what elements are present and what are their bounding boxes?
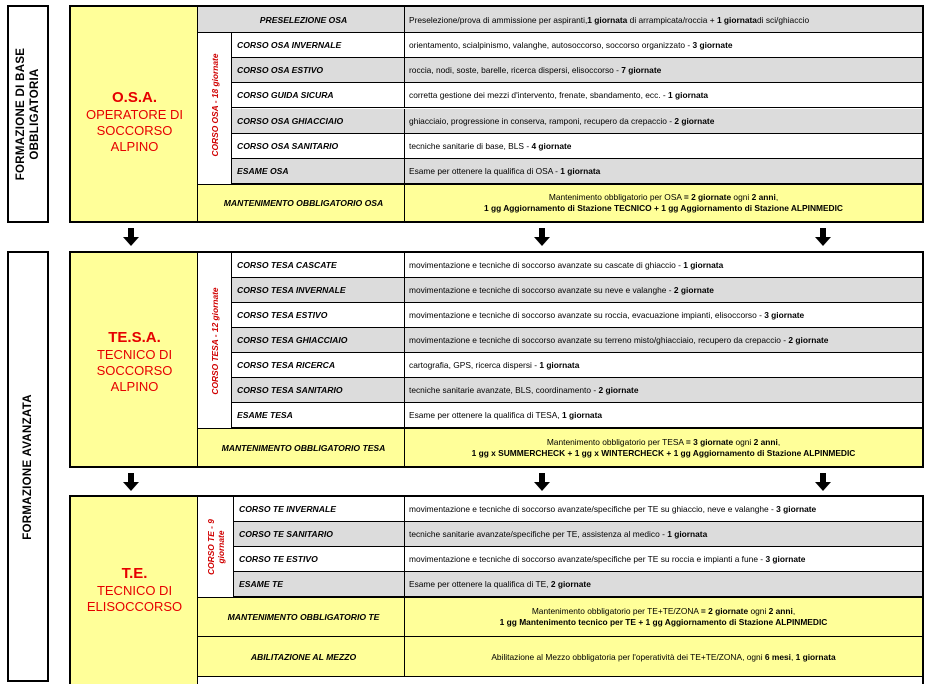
tesa-course-desc <box>405 278 922 302</box>
tesa-maintenance-desc <box>405 429 922 466</box>
desc-bold: 1 giornata <box>683 260 724 270</box>
arrow-down-icon <box>533 228 551 246</box>
desc-bold: 2 giornate <box>673 285 714 295</box>
desc-part: tecniche sanitarie avanzate, BLS, coordinamento - <box>409 385 599 395</box>
osa-section <box>69 5 924 223</box>
desc-bold: 1 giornata <box>795 651 836 662</box>
desc-bold: = 3 giornate <box>685 436 734 447</box>
desc-bold: 6 mesi <box>764 651 791 662</box>
te-abbr: T.E. <box>121 565 148 582</box>
desc-part: orientamento, scialpinismo, valanghe, autosoccorso, soccorso organizzato - <box>409 40 693 51</box>
desc-part: ogni <box>733 436 754 447</box>
tesa-abbr: TE.S.A. <box>108 329 161 346</box>
tesa-course-row <box>232 303 922 328</box>
desc-bold: 1 giornata <box>539 360 580 370</box>
te-enablement-row <box>198 637 922 677</box>
desc-bold: 2 giornate <box>550 579 591 589</box>
desc-part: Mantenimento obbligatorio per OSA <box>548 192 684 202</box>
tesa-full-name: TECNICO DI SOCCORSO ALPINO <box>96 347 173 394</box>
desc-part: , <box>792 606 796 616</box>
tesa-name <box>71 329 198 395</box>
tesa-course-row <box>232 278 922 303</box>
osa-preselection-label: PRESELEZIONE OSA <box>198 7 405 32</box>
tesa-course-desc <box>405 303 922 327</box>
desc-bold: = 2 giornate <box>683 192 732 202</box>
osa-course-row <box>232 159 922 184</box>
osa-course-label: ESAME OSA <box>232 159 405 183</box>
desc-bold: 1 giornata <box>716 14 757 25</box>
tesa-course-label: CORSO TESA RICERCA <box>232 353 405 377</box>
osa-course-desc <box>405 58 922 82</box>
desc-bold: 4 giornate <box>531 140 572 151</box>
desc-bold: 1 gg Mantenimento tecnico per TE + 1 gg Aggiornamento di Stazione ALPINMEDIC <box>499 617 828 627</box>
te-course-label: CORSO TE SANITARIO <box>234 522 405 546</box>
desc-bold: 2 giornate <box>674 115 715 126</box>
te-course-label: CORSO TE ESTIVO <box>234 547 405 571</box>
osa-name <box>71 89 198 155</box>
maintenance-line-1 <box>532 606 795 617</box>
osa-maintenance-label: MANTENIMENTO OBBLIGATORIO OSA <box>198 185 405 221</box>
advanced-training-label: FORMAZIONE AVANZATA <box>22 393 34 540</box>
tesa-course-label: CORSO TESA GHIACCIAIO <box>232 328 405 352</box>
tesa-course-group-label: CORSO TESA - 12 giornate <box>210 287 220 395</box>
desc-bold: 1 gg x SUMMERCHECK + 1 gg x WINTERCHECK + 1 gg Aggiornamento di Stazione ALPINMEDIC <box>471 447 856 458</box>
arrow-down-icon <box>814 228 832 246</box>
osa-course-row <box>232 134 922 159</box>
osa-course-row <box>232 33 922 58</box>
desc-bold: 3 giornate <box>692 40 733 51</box>
desc-bold: 3 giornate <box>765 554 806 564</box>
desc-bold: 1 giornata <box>587 14 628 25</box>
tesa-course-row <box>232 328 922 353</box>
tesa-course-row <box>232 253 922 278</box>
tesa-course-label: CORSO TESA SANITARIO <box>232 378 405 402</box>
te-course-desc <box>405 522 922 546</box>
tesa-course-row <box>232 353 922 378</box>
te-full-name: TECNICO DI ELISOCCORSO <box>86 583 183 614</box>
osa-course-desc <box>405 134 922 158</box>
tesa-maintenance-label: MANTENIMENTO OBBLIGATORIO TESA <box>198 429 405 466</box>
osa-course-label: CORSO OSA INVERNALE <box>232 33 405 57</box>
te-course-desc <box>405 497 922 521</box>
desc-part: ogni <box>748 606 769 616</box>
te-enablement-desc <box>405 637 922 676</box>
osa-full-name: OPERATORE DI SOCCORSO ALPINO <box>85 107 184 154</box>
tesa-course-label: CORSO TESA CASCATE <box>232 253 405 277</box>
tesa-course-label: CORSO TESA ESTIVO <box>232 303 405 327</box>
te-maintenance-desc <box>405 598 922 636</box>
te-section <box>69 495 924 684</box>
te-enablement-label: ABILITAZIONE AL MEZZO <box>198 637 405 676</box>
te-course-row <box>234 572 922 597</box>
desc-part: movimentazione e tecniche di soccorso avanzate/specifiche per TE su roccia e impianti a fune - <box>409 554 766 564</box>
desc-part: cartografia, GPS, ricerca dispersi - <box>409 360 540 370</box>
te-maintenance-row <box>198 597 922 637</box>
base-training-label: FORMAZIONE DI BASE OBBLIGATORIA <box>15 47 41 181</box>
desc-part: , <box>777 436 781 447</box>
desc-bold: 2 anni <box>753 436 778 447</box>
desc-part: roccia, nodi, soste, barelle, ricerca dispersi, elisoccorso - <box>409 65 622 76</box>
desc-bold: 2 giornate <box>788 335 829 345</box>
desc-bold: 7 giornate <box>621 65 662 76</box>
maintenance-line-1 <box>547 437 780 448</box>
osa-maintenance-desc <box>405 185 922 221</box>
tesa-course-desc <box>405 253 922 277</box>
te-maintenance-label: MANTENIMENTO OBBLIGATORIO TE <box>198 598 405 636</box>
advanced-training-band <box>7 251 49 682</box>
desc-part: movimentazione e tecniche di soccorso avanzate su cascate di ghiaccio - <box>409 260 684 270</box>
desc-part: , <box>775 192 779 202</box>
tesa-course-desc <box>405 328 922 352</box>
te-course-row <box>234 497 922 522</box>
desc-part: movimentazione e tecniche di soccorso avanzate/specifiche per TE su ghiaccio, neve e valanghe - <box>409 504 777 514</box>
osa-course-desc <box>405 33 922 57</box>
tesa-maintenance-row <box>198 428 922 466</box>
osa-preselection-row <box>198 7 922 33</box>
desc-part: Mantenimento obbligatorio per TE+TE/ZONA <box>531 606 701 616</box>
tesa-course-label: ESAME TESA <box>232 403 405 427</box>
desc-bold: 2 giornate <box>598 385 639 395</box>
maintenance-line-1 <box>549 192 778 203</box>
osa-course-label: CORSO OSA GHIACCIAIO <box>232 109 405 133</box>
desc-part: , <box>790 651 796 662</box>
course-group-line: giornate <box>216 530 226 564</box>
osa-preselection-desc <box>405 7 922 32</box>
desc-bold: 2 anni <box>751 192 776 202</box>
arrow-down-icon <box>814 473 832 491</box>
te-course-group-label <box>206 519 226 575</box>
osa-course-label: CORSO GUIDA SICURA <box>232 83 405 107</box>
osa-course-desc <box>405 109 922 133</box>
desc-bold: 1 gg Aggiornamento di Stazione TECNICO + 1 gg Aggiornamento di Stazione ALPINMEDIC <box>484 203 843 213</box>
tesa-course-desc <box>405 403 922 427</box>
desc-part: ghiacciaio, progressione in conserva, ramponi, recupero da crepaccio - <box>409 115 675 126</box>
desc-part: Abilitazione al Mezzo obbligatoria per l'operatività dei TE+TE/ZONA, ogni <box>491 651 765 662</box>
desc-bold: 1 giornata <box>667 529 708 539</box>
desc-part: Esame per ottenere la qualifica di OSA - <box>409 165 561 176</box>
desc-bold: 1 giornata <box>668 90 709 101</box>
desc-bold: 3 giornate <box>776 504 817 514</box>
desc-bold: 1 giornata <box>560 165 601 176</box>
tesa-section <box>69 251 924 468</box>
osa-abbr: O.S.A. <box>111 89 157 106</box>
desc-part: ogni <box>731 192 752 202</box>
desc-part: Esame per ottenere la qualifica di TE, <box>409 579 551 589</box>
arrow-down-icon <box>533 473 551 491</box>
desc-part: movimentazione e tecniche di soccorso avanzate su neve e valanghe - <box>409 285 674 295</box>
osa-course-label: CORSO OSA ESTIVO <box>232 58 405 82</box>
osa-course-desc <box>405 83 922 107</box>
desc-part: corretta gestione dei mezzi d'intervento, frenate, sbandamento, ecc. - <box>409 90 669 101</box>
desc-part: Preselezione/prova di ammissione per aspiranti, <box>409 14 588 25</box>
osa-maintenance-row <box>198 184 922 221</box>
tesa-course-row <box>232 378 922 403</box>
te-course-desc <box>405 547 922 571</box>
desc-bold: 1 giornata <box>562 410 603 420</box>
desc-part: Esame per ottenere la qualifica di TESA, <box>409 410 563 420</box>
course-group-line: CORSO TE - 9 <box>206 519 216 575</box>
te-course-label: CORSO TE INVERNALE <box>234 497 405 521</box>
osa-course-row <box>232 109 922 134</box>
base-training-band <box>7 5 49 223</box>
maintenance-line-2 <box>472 448 856 459</box>
maintenance-line-2 <box>484 203 843 214</box>
arrow-down-icon <box>122 228 140 246</box>
desc-bold: 3 giornate <box>764 310 805 320</box>
osa-course-row <box>232 83 922 108</box>
desc-part: movimentazione e tecniche di soccorso avanzate su terreno misto/ghiacciaio, recupero da crepaccio - <box>409 335 789 345</box>
te-course-row <box>234 547 922 572</box>
te-course-row <box>234 522 922 547</box>
desc-bold: = 2 giornate <box>700 606 749 616</box>
maintenance-line-2 <box>500 617 828 628</box>
osa-course-label: CORSO OSA SANITARIO <box>232 134 405 158</box>
desc-part: tecniche sanitarie avanzate/specifiche per TE, assistenza al medico - <box>409 529 668 539</box>
desc-bold: 2 anni <box>768 606 793 616</box>
tesa-course-label: CORSO TESA INVERNALE <box>232 278 405 302</box>
desc-part: tecniche sanitarie di base, BLS - <box>409 140 532 151</box>
desc-part: Mantenimento obbligatorio per TESA <box>546 436 686 447</box>
te-name <box>71 565 198 615</box>
tesa-course-desc <box>405 378 922 402</box>
tesa-course-row <box>232 403 922 428</box>
desc-part: di sci/ghiaccio <box>756 14 810 25</box>
te-course-desc <box>405 572 922 596</box>
tesa-course-desc <box>405 353 922 377</box>
arrow-down-icon <box>122 473 140 491</box>
desc-part: movimentazione e tecniche di soccorso avanzate su roccia, evacuazione impianti, elisoccorso - <box>409 310 765 320</box>
osa-course-row <box>232 58 922 83</box>
osa-course-desc <box>405 159 922 183</box>
osa-course-group-label: CORSO OSA - 18 giornate <box>210 53 220 157</box>
desc-part: di arrampicata/roccia + <box>627 14 717 25</box>
te-course-label: ESAME TE <box>234 572 405 596</box>
